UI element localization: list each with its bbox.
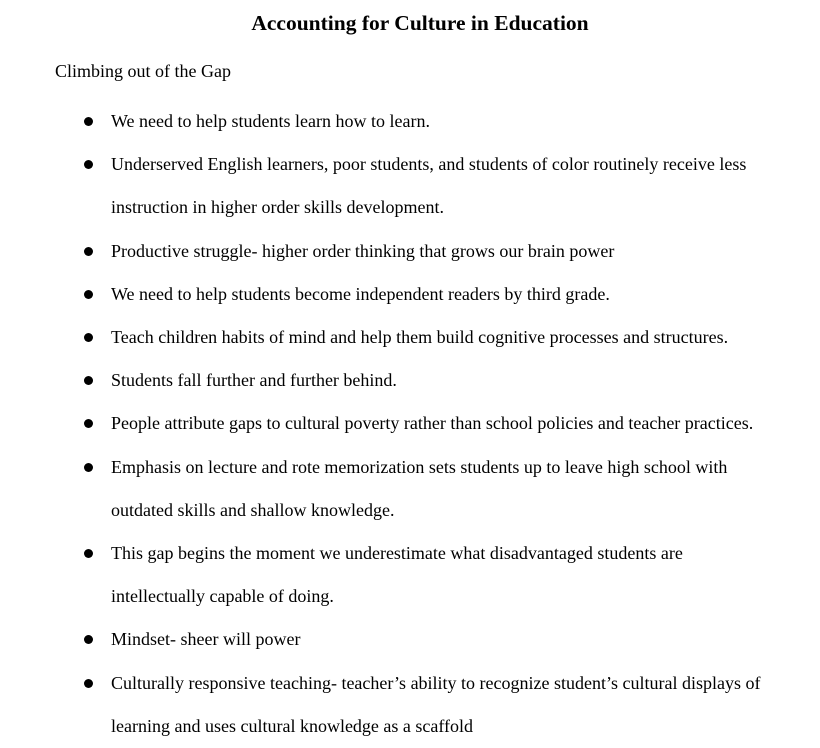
document-title: Accounting for Culture in Education (251, 11, 589, 35)
list-item (0, 359, 820, 402)
list-item-text: Productive struggle- higher order thinking that grows our brain power (111, 240, 615, 261)
list-item (0, 273, 820, 316)
list-item-text: Mindset- sheer will power (111, 629, 301, 650)
bullet-icon (84, 160, 93, 169)
bullet-icon (84, 463, 93, 472)
list-item (0, 402, 820, 445)
list-item-text: Students fall further and further behind. (111, 370, 397, 391)
list-item (0, 100, 820, 143)
list-item (0, 532, 820, 618)
list-item-text: We need to help students become independent readers by third grade. (111, 283, 610, 304)
bullet-icon (84, 290, 93, 299)
section-subtitle: Climbing out of the Gap (55, 61, 231, 81)
list-item-text: People attribute gaps to cultural poverty rather than school policies and teacher practices. (111, 413, 754, 434)
bullet-icon (84, 247, 93, 256)
list-item (0, 143, 820, 229)
list-item-text: Teach children habits of mind and help them build cognitive processes and structures. (111, 327, 729, 348)
list-item-text: Emphasis on lecture and rote memorization sets students up to leave high school with outdated skills and shallow knowledge. (111, 456, 728, 520)
list-item (0, 618, 820, 661)
bullet-icon (84, 635, 93, 644)
list-item-text: This gap begins the moment we underestimate what disadvantaged students are intellectually capable of doing. (111, 543, 683, 607)
list-item-text: Culturally responsive teaching- teacher’s ability to recognize student’s cultural displays of learning and uses cultural knowledge as a scaffold (111, 672, 761, 736)
list-item-text: Underserved English learners, poor students, and students of color routinely receive less instruction in higher order skills development. (111, 154, 747, 218)
list-item (0, 662, 820, 748)
bullet-list (0, 100, 820, 748)
bullet-icon (84, 549, 93, 558)
bullet-icon (84, 117, 93, 126)
bullet-icon (84, 679, 93, 688)
list-item (0, 316, 820, 359)
list-item-text: We need to help students learn how to learn. (111, 111, 430, 131)
list-item (0, 446, 820, 532)
list-item (0, 230, 820, 273)
bullet-icon (84, 419, 93, 428)
bullet-icon (84, 333, 93, 342)
bullet-icon (84, 376, 93, 385)
